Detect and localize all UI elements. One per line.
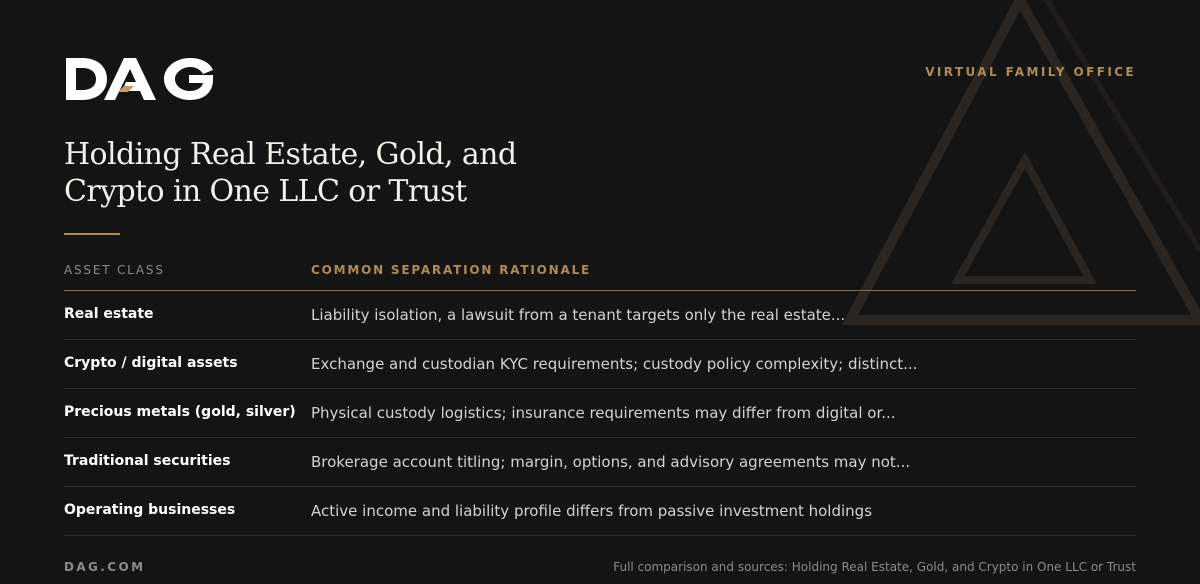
rationale-cell: Brokerage account titling; margin, options, and advisory agreements may not... — [311, 452, 911, 471]
asset-class-cell: Crypto / digital assets — [64, 354, 238, 371]
table-row — [64, 389, 1136, 438]
rationale-cell: Active income and liability profile differs from passive investment holdings — [311, 501, 873, 520]
page-title: Holding Real Estate, Gold, and Crypto in One LLC or Trust — [64, 137, 517, 209]
brand-tagline: VIRTUAL FAMILY OFFICE — [925, 65, 1136, 79]
table-header — [64, 260, 1136, 291]
table-row — [64, 487, 1136, 536]
rationale-cell: Liability isolation, a lawsuit from a tenant targets only the real estate... — [311, 305, 846, 324]
title-accent-rule — [64, 233, 120, 235]
asset-class-cell: Real estate — [64, 305, 154, 322]
comparison-table — [64, 260, 1136, 536]
rationale-cell: Physical custody logistics; insurance requirements may differ from digital or... — [311, 403, 896, 422]
footer-source-note: Full comparison and sources: Holding Real Estate, Gold, and Crypto in One LLC or Trust — [613, 560, 1136, 574]
asset-class-cell: Operating businesses — [64, 501, 236, 518]
footer-site-link[interactable]: DAG.COM — [64, 560, 146, 574]
asset-class-cell: Precious metals (gold, silver) — [64, 403, 296, 420]
asset-class-cell: Traditional securities — [64, 452, 231, 469]
table-row — [64, 291, 1136, 340]
table-row — [64, 340, 1136, 389]
table-row — [64, 438, 1136, 487]
header-separation-rationale: COMMON SEPARATION RATIONALE — [311, 263, 592, 277]
dag-logo — [64, 56, 214, 102]
header-asset-class: ASSET CLASS — [64, 263, 165, 277]
rationale-cell: Exchange and custodian KYC requirements; custody policy complexity; distinct... — [311, 354, 918, 373]
